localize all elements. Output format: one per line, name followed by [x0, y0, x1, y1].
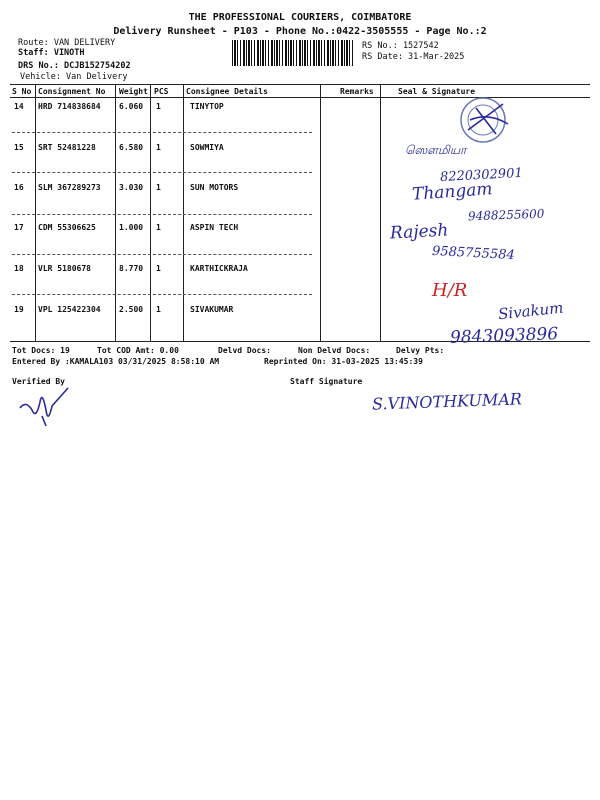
company-title: THE PROFESSIONAL COURIERS, COIMBATORE — [188, 12, 412, 23]
route-text: Route: VAN DELIVERY — [18, 38, 116, 48]
row-consignee: SOWMIYA — [190, 143, 224, 152]
remark-row18: H/R — [432, 280, 468, 301]
rs-date: RS Date: 31-Mar-2025 — [362, 52, 465, 62]
col-sep — [380, 84, 381, 341]
total-docs: Tot Docs: 19 — [12, 346, 70, 355]
header-consignment: Consignment No — [38, 87, 106, 96]
row-consignee: TINYTOP — [190, 102, 224, 111]
sign-row17-name: Rajesh — [389, 220, 449, 244]
row-pcs: 1 — [156, 102, 161, 111]
header-weight: Weight — [119, 87, 148, 96]
col-sep — [150, 84, 151, 341]
row-consignee: SIVAKUMAR — [190, 305, 234, 314]
sign-row16-phone: 9488255600 — [467, 206, 545, 224]
row-pcs: 1 — [156, 183, 161, 192]
row-weight: 3.030 — [119, 183, 144, 192]
row-sno: 15 — [14, 143, 24, 152]
row-pcs: 1 — [156, 223, 161, 232]
row-sno: 18 — [14, 264, 24, 273]
row-pcs: 1 — [156, 143, 161, 152]
header-remarks: Remarks — [340, 87, 374, 96]
header-seal: Seal & Signature — [398, 87, 476, 96]
row-weight: 6.060 — [119, 102, 144, 111]
row-consignment: VLR 5180678 — [38, 264, 91, 273]
row-weight: 2.500 — [119, 305, 144, 314]
runsheet-subtitle: Delivery Runsheet - P103 - Phone No.:0422-3505555 - Page No.:2 — [113, 26, 487, 37]
row-weight: 6.580 — [119, 143, 144, 152]
row-separator — [12, 294, 312, 295]
header-sno: S No — [12, 87, 32, 96]
row-separator — [12, 172, 312, 173]
rs-number: RS No.: 1527542 — [362, 41, 439, 51]
verified-signature-stroke — [20, 388, 68, 426]
staff-signature: S.VINOTHKUMAR — [371, 389, 523, 414]
row-consignment: SLM 367289273 — [38, 183, 101, 192]
row-sno: 19 — [14, 305, 24, 314]
verified-by-label: Verified By — [12, 377, 65, 386]
sign-row19-phone: 9843093896 — [449, 324, 559, 348]
barcode — [232, 40, 354, 66]
staff-signature-label: Staff Signature — [290, 377, 363, 386]
drs-number: DRS No.: DCJB152754202 — [18, 61, 131, 71]
row-separator — [12, 214, 312, 215]
row-weight: 1.000 — [119, 223, 144, 232]
row-consignee: ASPIN TECH — [190, 223, 239, 232]
row-separator — [12, 132, 312, 133]
row-sno: 14 — [14, 102, 24, 111]
col-sep — [183, 84, 184, 341]
header-consignee: Consignee Details — [186, 87, 268, 96]
entered-by: Entered By :KAMALA103 03/31/2025 8:58:10 AM — [12, 357, 220, 366]
sign-row15-phone: 8220302901 — [439, 165, 524, 186]
row-consignment: HRD 714838684 — [38, 102, 101, 111]
sign-row15-name: ஸௌமியா — [405, 143, 467, 157]
row-consignment: SRT 52481228 — [38, 143, 96, 152]
sign-row19-name: Sivakum — [497, 298, 565, 324]
delivered-docs: Delvd Docs: — [218, 346, 271, 355]
row-sno: 16 — [14, 183, 24, 192]
non-delivered-docs: Non Delvd Docs: — [298, 346, 371, 355]
staff-text: Staff: VINOTH — [18, 48, 85, 58]
row-consignee: KARTHICKRAJA — [190, 264, 248, 273]
vehicle-text: Vehicle: Van Delivery — [20, 72, 128, 82]
sign-row17-phone: 9585755584 — [431, 243, 516, 264]
row-separator — [12, 254, 312, 255]
row-consignee: SUN MOTORS — [190, 183, 239, 192]
row-consignment: CDM 55306625 — [38, 223, 96, 232]
row-sno: 17 — [14, 223, 24, 232]
row-weight: 8.770 — [119, 264, 144, 273]
table-top-border — [10, 84, 590, 85]
reprinted-on: Reprinted On: 31-03-2025 13:45:39 — [264, 357, 423, 366]
row-consignment: VPL 125422304 — [38, 305, 101, 314]
row-pcs: 1 — [156, 264, 161, 273]
header-pcs: PCS — [154, 87, 169, 96]
col-sep — [35, 84, 36, 341]
seal-stamp — [448, 90, 538, 150]
delivery-points: Delvy Pts: — [396, 346, 445, 355]
verified-signature — [12, 380, 82, 430]
row-pcs: 1 — [156, 305, 161, 314]
total-cod-amount: Tot COD Amt: 0.00 — [97, 346, 179, 355]
col-sep — [115, 84, 116, 341]
sign-row16-name: Thangam — [411, 179, 494, 205]
col-sep — [320, 84, 321, 341]
